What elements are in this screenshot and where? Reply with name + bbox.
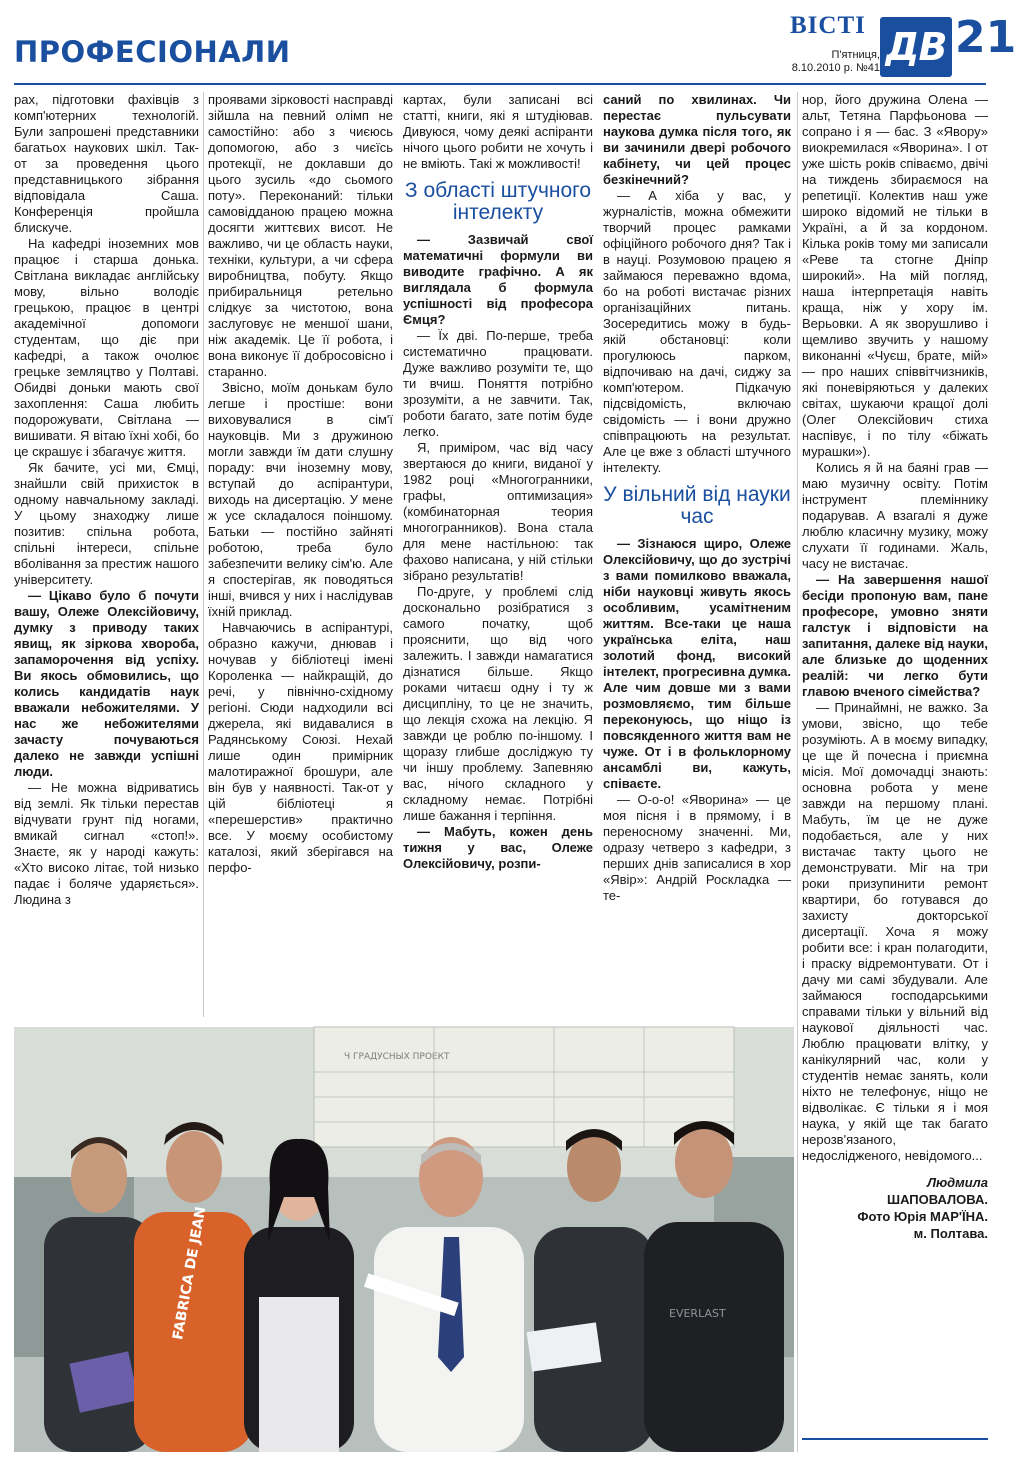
photo-illustration xyxy=(14,1027,794,1452)
article-paragraph: — Принаймні, не важко. За умови, звісно, що тебе розуміють. А в моєму випадку, це ще й почесна і приємна місія. Мої домочадці знають: основна робота у мене завжди на першому плані. Мабуть, їм це не дуже подобається, але у них вистачає такту цього не демонструвати. Міг на три роки призупинити ремонт квартири, бо готувався до захисту докторської дисертації. Хоча я можу робити все: і кран полагодити, і праску відремонтувати. От і дачу ми самі збудували. Але займаюся господарськими справами тільки у вільний від наукової діяльності час. Люблю працювати влітку, у канікулярний час, коли у студентів немає занять, коли ніхто не телефонує, ніщо не відволікає. Є тільки я і моя наука, у якій ще так багато нерозв'язаного, недослідженого, невідомого... xyxy=(802,700,988,1163)
article-paragraph: Як бачите, усі ми, Ємці, знайшли свій прихисток в одному навчальному закладі. У цьому знаходжу лише позитив: спільна робота, спільні інтереси, спільне вболівання за престиж нашого університету. xyxy=(14,460,199,587)
article-paragraph: — О-о-о! «Яворина» — це моя пісня і в прямому, і в переносному значенні. Ми, одразу четверо з кафедри, з перших днів записалися в хор «Явір»: Андрій Роскладка — те- xyxy=(603,792,791,903)
dateline-city: м. Полтава. xyxy=(913,1226,988,1241)
section-title: ПРОФЕСІОНАЛИ xyxy=(14,35,291,69)
newspaper-name: ВІСТІ xyxy=(790,12,866,39)
page-number: 21 xyxy=(955,12,1016,63)
article-paragraph: нор, його дружина Олена — альт, Тетяна Парфьонова — сопрано і я — бас. З «Явору» виокремилася «Яворина». І от уже шість років співаємо, двічі на тиждень збираємося на репетиції. Колектив наш уже широко відомий не тільки в Україні, а й за кордоном. Кілька років тому ми записали «Реве та стогне Дніпр широкий». На мій погляд, наша інтерпретація навіть краща, ніж у хору ім. Верьовки. А як зворушливо і щемливо звучить у нашому виконанні «Чуєш, брате, мій» — про наших співвітчизників, які поневіряються у далеких світах, шукаючи кращої долі (Олег Олексійович стиха наспівує, і по тілу «біжать мурашки»). xyxy=(802,92,988,459)
photo-credit: Фото Юрія МАР'ЇНА. xyxy=(857,1209,988,1224)
logo-text: ДВ xyxy=(885,25,947,69)
article-paragraph: Навчаючись в аспірантурі, образно кажучи, днював і ночував у бібліотеці імені Короленка — найкращій, до речі, у північно-східному регіоні. Сюди надходили всі джерела, які видавалися в Радянському Союзі. Нехай лише один примірник малотиражної брошури, але він був у наявності. Так-от у цій бібліотеці я «перешерстив» практично все. У моєму особистому каталозі, який зберігався на перфо- xyxy=(208,620,393,875)
column-divider xyxy=(797,92,798,1452)
interview-question: — Мабуть, кожен день тижня у вас, Олеже Олексійовичу, розпи- xyxy=(403,824,593,871)
article-paragraph: Колись я й на баяні грав — маю музичну освіту. Потім інструмент племіннику подарував. А взагалі я дуже люблю класичну музику, можу слухати її годинами. Жаль, часу не вистачає. xyxy=(802,460,988,571)
article-paragraph: — А хіба у вас, у журналістів, можна обмежити творчий процес рамками офіційного робочого дня? Так і в науці. Розумовою працею я займаюся переважно вдома, бо на роботі вистачає різних організаційних питань. Зосередитись можу в будь-якій обстановці: коли прогулююсь парком, відпочиваю на дачі, сиджу за комп'ютером. Підкачую підсвідомість, включаю свідомість — і вони дружно співпрацюють на результат. Але це вже з області штучного інтелекту. xyxy=(603,188,791,475)
author-surname: ШАПОВАЛОВА. xyxy=(887,1192,988,1207)
article-paragraph: — Їх дві. По-перше, треба систематично працювати. Дуже важливо розуміти те, що ти вчиш. Поняття потрібно зрозуміти, а не завчити. Так, роботи багато, зате потім буде легко. xyxy=(403,328,593,439)
article-column-4 xyxy=(603,92,791,982)
shirt-print: FABRICA DE JEAN xyxy=(170,1205,210,1342)
interview-question: саний по хвилинах. Чи перестає пульсувати наукова думка після того, як ви зачинили двері робочого кабінету, чи цей процес безкінечний? xyxy=(603,92,791,187)
article-paragraph: На кафедрі іноземних мов працює і старша донька. Світлана викладає англійську мову, вільно володіє грецькою, працює в центрі академічної допомоги студентам, що діє при кафедрі, а також очолює грецьке земляцтво у Полтаві. Обидві доньки мають свої захоплення: Саша любить подорожувати, Світлана — вишивати. Я вітаю їхні хобі, бо це скрашує і збагачує життя. xyxy=(14,236,199,459)
board-text: Ч ГРАДУСНЫХ ПРОЕКТ xyxy=(344,1052,450,1062)
article-paragraph: проявами зірковості насправді зійшла на певний олімп не самостійно: або з чиєюсь допомогою, або з чиєїсь протекції, не доклавши до цього зусиль «до сьомого поту». Переконаний: тільки самовідданою працею можна досягти життєвих висот. Не важливо, чи це область науки, техніки, культури, а чи сфера виробництва, побуту. Якщо прибиральниця ретельно слідкує за чистотою, вона заслуговує не меншої шани, ніж академік. Це її робота, і вона виконує її добросовісно і старанно. xyxy=(208,92,393,379)
subheading: У вільний від науки час xyxy=(603,483,791,528)
article-paragraph: По-друге, у проблемі слід досконально розібратися з самого початку, щоб прояснити, що від чого залежить. І завжди намагатися дізнатися більше. Якщо роками читаєш одну і ту ж дисципліну, то це не значить, що лекція схожа на лекцію. Я завжди це роблю по-іншому. І щоразу глибше досліджую ту чи іншу проблему. Запевняю вас, нічого складного у складному немає. Потрібні лише бажання і терпіння. xyxy=(403,584,593,823)
author-first-name: Людмила xyxy=(927,1175,988,1190)
interview-question: — На завершення нашої бесіди пропоную вам, пане професоре, умовно зняти галстук і відповісти на запитання, далеке від науки, але близьке до щоденних реалій: чи легко бути главою вченого сімейства? xyxy=(802,572,988,699)
article-end-rule xyxy=(802,1438,988,1440)
article-column-5 xyxy=(802,92,988,1447)
article-column-3 xyxy=(403,92,593,1010)
article-paragraph: рах, підготовки фахівців з комп'ютерних технологій. Були запрошені представники багатьох наукових шкіл. Так-от за проведення цього представницького зібрання відповідала Саша. Конференція пройшла блискуче. xyxy=(14,92,199,235)
article-paragraph: картах, були записані всі статті, книги, які я штудіював. Дивуюся, чому деякі аспіранти нічого цього робити не хочуть і не вміють. Такі ж можливості! xyxy=(403,92,593,171)
article-photo xyxy=(14,1027,794,1452)
article-paragraph: — Не можна відриватись від землі. Як тільки перестав відчувати грунт під ногами, вмикай сигнал «стоп!». Знаєте, як у народі кажуть: «Хто високо літає, той низько падає і боляче ударяється». Людина з xyxy=(14,780,199,907)
article-column-2 xyxy=(208,92,393,1022)
interview-question: — Зазвичай свої математичні формули ви виводите графічно. А як виглядала б формула успішності від професора Ємця? xyxy=(403,232,593,327)
shirt-print: EVERLAST xyxy=(669,1307,726,1320)
newspaper-logo xyxy=(880,17,952,77)
publication-issue: 8.10.2010 р. №41 xyxy=(791,62,880,74)
subheading: З області штучного інтелекту xyxy=(404,179,592,224)
article-paragraph: Звісно, моїм донькам було легше і простіше: вони виховувалися в сім'ї науковців. Ми з дружиною могли завжди їм дати слушну пораду: вчи іноземну мову, вступай до аспірантури, виходь на дисертацію. У мене ж усе складалося поіншому. Батьки — постійно зайняті роботою, треба було забезпечити велику сім'ю. Але я спостерігав, як поводяться інші, вчився у них і наслідував їхній приклад. xyxy=(208,380,393,619)
header-divider xyxy=(14,83,986,85)
interview-question: — Зізнаюся щиро, Олеже Олексійовичу, що до зустрічі з вами помилково вважала, ніби науковці живуть якось особливим, усамітненим життям. Все-таки це наша українська еліта, наш золотий фонд, високий інтелект, прогресивна думка. Але чим довше ми з вами розмовляємо, тим більше переконуюсь, що ніщо із повсякденного життя вам не чуже. От і в фольклорному ансамблі ви, кажуть, співаєте. xyxy=(603,536,791,791)
column-divider xyxy=(203,92,204,1017)
article-paragraph: Я, приміром, час від часу звертаюся до книги, виданої у 1982 році «Многогранники, графы, оптимизация» (комбинаторная теория многогранников). Вона стала для мене настільною: так фахово написана, у ній стільки зібрано результатів! xyxy=(403,440,593,583)
interview-question: — Цікаво було б почути вашу, Олеже Олексійовичу, думку з приводу таких явищ, як зіркова хвороба, запаморочення від успіху. Ви якось обмовились, що колись кандидатів наук вважали небожителями. У нас же небожителями зачасту почуваються далеко не завжди успішні люди. xyxy=(14,588,199,779)
article-column-1 xyxy=(14,92,199,1020)
poster-board xyxy=(314,1027,734,1147)
publication-day: П'ятниця, xyxy=(831,49,880,61)
